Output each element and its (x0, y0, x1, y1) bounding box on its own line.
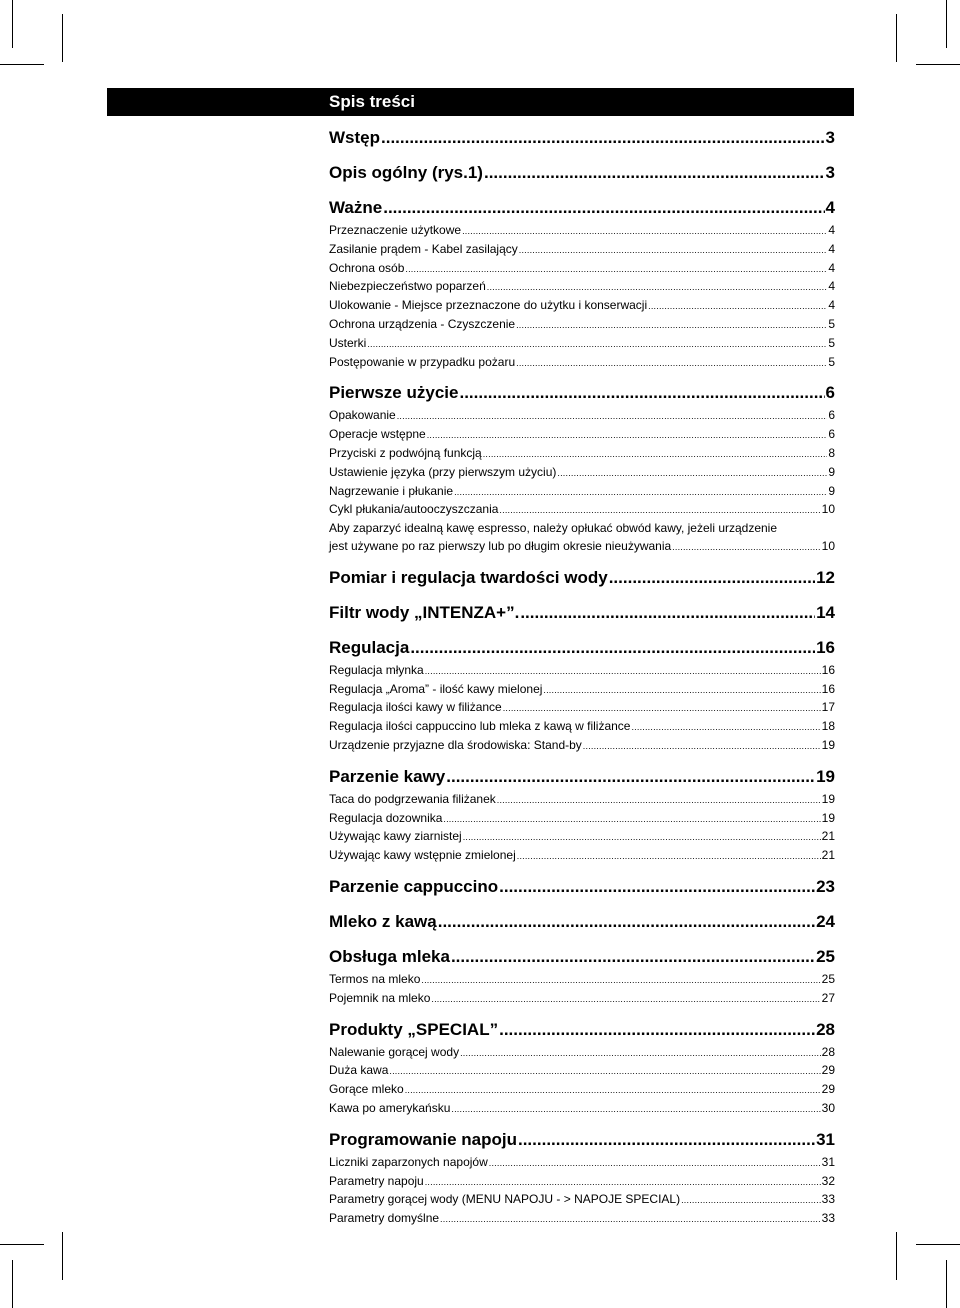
crop-mark (12, 0, 13, 48)
toc-page-number: 25 (816, 946, 835, 966)
toc-subsection-entry[interactable] (329, 971, 835, 990)
toc-row (329, 1126, 835, 1154)
toc-entry-title: Filtr wody „INTENZA+”. (329, 602, 520, 622)
toc-entry-title: Kawa po amerykańsku (329, 1100, 451, 1115)
toc-entry-title: Używając kawy wstępnie zmielonej (329, 848, 516, 863)
toc-page-number: 8 (828, 445, 835, 460)
crop-mark (62, 1232, 63, 1280)
toc-page-number: 29 (821, 1063, 835, 1078)
dot-leader (451, 1101, 820, 1119)
toc-subsection-entry[interactable] (329, 483, 835, 502)
toc-subsection-entry[interactable] (329, 828, 835, 847)
toc-section-entry[interactable] (329, 943, 835, 971)
toc-entry-title: Przeznaczenie użytkowe (329, 223, 462, 237)
toc-subsection-entry[interactable] (329, 681, 835, 700)
toc-page-number: 16 (821, 681, 835, 696)
dot-leader (484, 159, 825, 187)
toc-page-number: 28 (821, 1044, 835, 1059)
toc-row (329, 699, 835, 718)
dot-leader (431, 991, 820, 1009)
toc-row (329, 407, 835, 426)
toc-subsection-entry[interactable] (329, 1173, 835, 1192)
toc-page-number: 4 (825, 198, 835, 217)
toc-row (329, 222, 835, 241)
toc-page-number: 17 (821, 700, 835, 715)
toc-subsection-entry[interactable] (329, 297, 835, 316)
toc-entry-title: Termos na mleko (329, 971, 421, 986)
toc-page-number: 27 (821, 990, 835, 1005)
toc-page-number: 4 (828, 298, 835, 313)
toc-subsection-entry[interactable] (329, 335, 835, 354)
toc-spacer (329, 627, 835, 634)
dot-leader (367, 336, 827, 354)
toc-page-number: 24 (816, 911, 835, 931)
toc-row (329, 1154, 835, 1173)
toc-subsection-entry[interactable] (329, 445, 835, 464)
toc-spacer (329, 187, 835, 194)
toc-entry-title: Regulacja młynka (329, 662, 424, 677)
toc-row (329, 763, 835, 791)
toc-section-entry[interactable] (329, 1126, 835, 1154)
toc-row (329, 297, 835, 316)
toc-subsection-entry[interactable] (329, 718, 835, 737)
toc-entry-title: Pomiar i regulacja twardości wody (329, 567, 608, 587)
dot-leader (421, 972, 820, 990)
toc-page-number: 4 (828, 260, 835, 275)
toc-entry-title: Postępowanie w przypadku pożaru (329, 354, 516, 369)
toc-subsection-entry[interactable] (329, 316, 835, 335)
toc-subsection-entry[interactable] (329, 1191, 835, 1210)
dot-leader (583, 738, 821, 756)
dot-leader (443, 811, 820, 829)
toc-spacer (329, 866, 835, 873)
toc-row (329, 316, 835, 335)
dot-leader (499, 1016, 815, 1044)
toc-subsection-entry[interactable] (329, 1081, 835, 1100)
toc-row (329, 483, 835, 502)
toc-entry-title: Parzenie kawy (329, 766, 446, 786)
dot-leader (462, 223, 827, 241)
toc-entry-title: Pojemnik na mleko (329, 990, 431, 1005)
toc-spacer (329, 756, 835, 763)
toc-entry-title: Ustawienie języka (przy pierwszym użyciu) (329, 464, 557, 479)
toc-page-number: 33 (821, 1211, 835, 1226)
toc-subsection-entry[interactable] (329, 847, 835, 866)
toc-section-entry[interactable] (329, 379, 835, 407)
toc-row (329, 445, 835, 464)
toc-subsection-entry[interactable] (329, 501, 835, 520)
toc-entry-title: Niebezpieczeństwo poparzeń (329, 279, 486, 294)
toc-entry-title: Parzenie cappuccino (329, 876, 499, 896)
toc-row (329, 426, 835, 445)
dot-leader (425, 1174, 821, 1192)
dot-leader (648, 298, 827, 316)
toc-page-number: 30 (821, 1100, 835, 1115)
dot-leader (405, 261, 827, 279)
toc-row (329, 662, 835, 681)
toc-entry-title: Nalewanie gorącej wody (329, 1044, 460, 1059)
toc-row (329, 464, 835, 483)
toc-page-number: 31 (816, 1129, 835, 1149)
toc-page-number: 19 (821, 737, 835, 752)
toc-spacer (329, 1119, 835, 1126)
toc-row (329, 791, 835, 810)
dot-leader (381, 124, 825, 152)
dot-leader (438, 908, 815, 936)
toc-row (329, 810, 835, 829)
toc-page-number: 4 (828, 223, 835, 237)
toc-row (329, 634, 835, 662)
toc-row (329, 194, 835, 222)
toc-row (329, 943, 835, 971)
toc-row (329, 1100, 835, 1119)
toc-row (329, 1081, 835, 1100)
toc-page-number: 21 (821, 829, 835, 844)
toc-row (329, 737, 835, 756)
toc-subsection-entry[interactable] (329, 241, 835, 260)
toc-page-number: 6 (828, 408, 835, 423)
toc-row (329, 278, 835, 297)
crop-mark (62, 14, 63, 62)
toc-page-number: 16 (821, 662, 835, 677)
toc-entry-title: Regulacja ilości kawy w filiżance (329, 700, 502, 715)
toc-spacer (329, 372, 835, 379)
toc-entry-title: Regulacja „Aroma” - ilość kawy mielonej (329, 681, 543, 696)
dot-leader (454, 484, 827, 502)
toc-entry-title: Mleko z kawą (329, 911, 437, 931)
table-of-contents (329, 124, 835, 1229)
toc-row (329, 1062, 835, 1081)
toc-row (329, 599, 835, 627)
toc-subsection-entry[interactable] (329, 810, 835, 829)
toc-row (329, 1210, 835, 1229)
toc-row (329, 1044, 835, 1063)
toc-row (329, 501, 835, 520)
toc-section-entry[interactable] (329, 1016, 835, 1044)
dot-leader (440, 1211, 821, 1229)
crop-mark (916, 1244, 960, 1245)
toc-row (329, 718, 835, 737)
toc-subsection-entry[interactable] (329, 1154, 835, 1173)
toc-subsection-entry[interactable] (329, 464, 835, 483)
toc-row (329, 354, 835, 373)
toc-page-number: 12 (816, 567, 835, 587)
toc-entry-title: Zasilanie prądem - Kabel zasilający (329, 241, 518, 256)
dot-leader (483, 446, 828, 464)
toc-row (329, 260, 835, 279)
toc-page-number: 5 (828, 354, 835, 369)
toc-entry-title: Opis ogólny (rys.1) (329, 163, 483, 182)
toc-row (329, 241, 835, 260)
toc-entry-title: Produkty „SPECIAL” (329, 1019, 499, 1039)
crop-mark (946, 0, 947, 48)
dot-leader (609, 564, 815, 592)
dot-leader (397, 408, 828, 426)
toc-subsection-entry[interactable] (329, 426, 835, 445)
toc-section-entry[interactable] (329, 634, 835, 662)
toc-page-number: 6 (828, 427, 835, 442)
toc-entry-title: Ważne (329, 198, 383, 217)
toc-page-number: 10 (821, 502, 835, 517)
dot-leader (557, 465, 827, 483)
toc-page-number: 4 (828, 279, 835, 294)
toc-subsection-entry[interactable] (329, 737, 835, 756)
toc-page-number: 5 (828, 316, 835, 331)
toc-page-number: 28 (816, 1019, 835, 1039)
toc-entry-title: Ulokowanie - Miejsce przeznaczone do użytku i konserwacji (329, 298, 648, 313)
toc-entry-title: jest używane po raz pierwszy lub po długim okresie nieużywania (329, 538, 672, 553)
toc-spacer (329, 557, 835, 564)
toc-row (329, 1191, 835, 1210)
toc-spacer (329, 592, 835, 599)
toc-row (329, 681, 835, 700)
toc-entry-title: Parametry napoju (329, 1173, 424, 1188)
toc-section-entry[interactable] (329, 599, 835, 627)
dot-leader (520, 599, 815, 627)
toc-subsection-entry[interactable] (329, 260, 835, 279)
toc-subsection-entry[interactable] (329, 791, 835, 810)
toc-row (329, 990, 835, 1009)
dot-leader (425, 663, 821, 681)
dot-leader (427, 427, 828, 445)
toc-spacer (329, 936, 835, 943)
crop-mark (916, 64, 960, 65)
toc-page-number: 23 (816, 876, 835, 896)
toc-entry-title: Przyciski z podwójną funkcją (329, 445, 482, 460)
toc-row (329, 847, 835, 866)
toc-subsection-entry[interactable] (329, 699, 835, 718)
dot-leader (451, 943, 815, 971)
toc-spacer (329, 152, 835, 159)
toc-page-number: 19 (821, 791, 835, 806)
toc-subsection-entry[interactable] (329, 990, 835, 1009)
toc-entry-title: Urządzenie przyjazne dla środowiska: Stand-by (329, 737, 582, 752)
toc-subsection-entry[interactable] (329, 222, 835, 241)
dot-leader (499, 873, 815, 901)
toc-section-entry[interactable] (329, 763, 835, 791)
crop-mark (896, 14, 897, 62)
toc-page-number: 9 (828, 483, 835, 498)
toc-subsection-entry[interactable] (329, 1210, 835, 1229)
toc-row (329, 908, 835, 936)
toc-entry-title: Ochrona osób (329, 260, 405, 275)
dot-leader (497, 792, 821, 810)
toc-page-number: 25 (821, 971, 835, 986)
section-header-bar (107, 88, 854, 116)
toc-row (329, 1016, 835, 1044)
toc-entry-title: Taca do podgrzewania filiżanek (329, 791, 496, 806)
toc-entry-title: Liczniki zaparzonych napojów (329, 1154, 488, 1169)
toc-entry-title: Parametry domyślne (329, 1211, 440, 1226)
toc-entry-title: Obsługa mleka (329, 946, 450, 966)
dot-leader (672, 539, 820, 557)
toc-entry-title: Ochrona urządzenia - Czyszczenie (329, 316, 516, 331)
dot-leader (405, 1082, 821, 1100)
toc-entry-title: Regulacja dozownika (329, 810, 443, 825)
toc-spacer (329, 901, 835, 908)
toc-row (329, 379, 835, 407)
toc-subsection-entry[interactable] (329, 1062, 835, 1081)
dot-leader (681, 1192, 821, 1210)
crop-mark (12, 1260, 13, 1308)
toc-section-entry[interactable] (329, 908, 835, 936)
dot-leader (517, 848, 821, 866)
toc-section-entry[interactable] (329, 564, 835, 592)
dot-leader (463, 829, 821, 847)
toc-section-entry[interactable] (329, 194, 835, 222)
toc-row (329, 159, 835, 187)
toc-page-number: 6 (825, 383, 835, 403)
dot-leader (516, 355, 827, 373)
toc-subsection-entry[interactable] (329, 354, 835, 373)
dot-leader (487, 279, 828, 297)
toc-entry-title: Parametry gorącej wody (MENU NAPOJU - > NAPOJE SPECIAL) (329, 1192, 681, 1207)
toc-page-number: 9 (828, 464, 835, 479)
toc-section-entry[interactable] (329, 159, 835, 187)
dot-leader (383, 194, 824, 222)
toc-row (329, 971, 835, 990)
page-title: Spis treści (329, 92, 415, 111)
toc-page-number: 33 (821, 1192, 835, 1207)
toc-row (329, 124, 835, 152)
crop-mark (946, 1260, 947, 1308)
toc-subsection-entry[interactable] (329, 662, 835, 681)
crop-mark (0, 1244, 44, 1245)
toc-spacer (329, 1009, 835, 1016)
dot-leader (389, 1063, 820, 1081)
toc-subsection-entry[interactable] (329, 1100, 835, 1119)
toc-page-number: 3 (825, 128, 835, 147)
toc-row (329, 1173, 835, 1192)
crop-mark (0, 64, 44, 65)
toc-page-number: 21 (821, 848, 835, 863)
toc-entry-title: Operacje wstępne (329, 427, 426, 442)
toc-row (329, 828, 835, 847)
toc-entry-title: Regulacja ilości cappuccino lub mleka z kawą w filiżance (329, 719, 631, 734)
toc-page-number: 16 (816, 637, 835, 657)
toc-page-number: 18 (821, 719, 835, 734)
toc-subsection-entry[interactable] (329, 1044, 835, 1063)
toc-entry-title: Używając kawy ziarnistej (329, 829, 462, 844)
toc-row (329, 873, 835, 901)
toc-page-number: 19 (816, 766, 835, 786)
toc-page-number: 32 (821, 1173, 835, 1188)
dot-leader (446, 763, 815, 791)
toc-page-number: 14 (816, 602, 835, 622)
dot-leader (460, 1045, 821, 1063)
dot-leader (503, 700, 821, 718)
dot-leader (516, 317, 827, 335)
dot-leader (499, 502, 820, 520)
toc-page-number: 10 (821, 538, 835, 553)
toc-page-number: 31 (821, 1154, 835, 1169)
dot-leader (518, 1126, 815, 1154)
toc-page-number: 19 (821, 810, 835, 825)
toc-entry-title: Regulacja (329, 637, 410, 657)
dot-leader (631, 719, 820, 737)
toc-row (329, 538, 835, 557)
toc-page-number: 4 (828, 241, 835, 256)
dot-leader (489, 1155, 821, 1173)
dot-leader (410, 634, 815, 662)
toc-entry-title: Gorące mleko (329, 1082, 404, 1097)
toc-entry-title: Nagrzewanie i płukanie (329, 483, 454, 498)
toc-section-entry[interactable] (329, 873, 835, 901)
toc-entry-title-line: Aby zaparzyć idealną kawę espresso, należy opłukać obwód kawy, jeżeli urządzenie (329, 521, 778, 536)
toc-entry-title: Pierwsze użycie (329, 383, 459, 403)
toc-entry-title: Programowanie napoju (329, 1129, 517, 1149)
toc-entry-title: Opakowanie (329, 408, 396, 423)
crop-mark (896, 1232, 897, 1280)
toc-page-number: 29 (821, 1082, 835, 1097)
dot-leader (543, 682, 820, 700)
toc-page-number: 3 (825, 163, 835, 182)
toc-subsection-entry[interactable] (329, 520, 835, 557)
toc-entry-title: Wstęp (329, 128, 380, 147)
toc-entry-title: Usterki (329, 335, 367, 350)
dot-leader (459, 379, 824, 407)
toc-row (329, 564, 835, 592)
dot-leader (519, 242, 828, 260)
toc-entry-title: Cykl płukania/autooczyszczania (329, 502, 499, 517)
toc-page-number: 5 (828, 335, 835, 350)
toc-subsection-entry[interactable] (329, 278, 835, 297)
toc-row (329, 335, 835, 354)
toc-subsection-entry[interactable] (329, 407, 835, 426)
toc-entry-title: Duża kawa (329, 1063, 389, 1078)
toc-section-entry[interactable] (329, 124, 835, 152)
